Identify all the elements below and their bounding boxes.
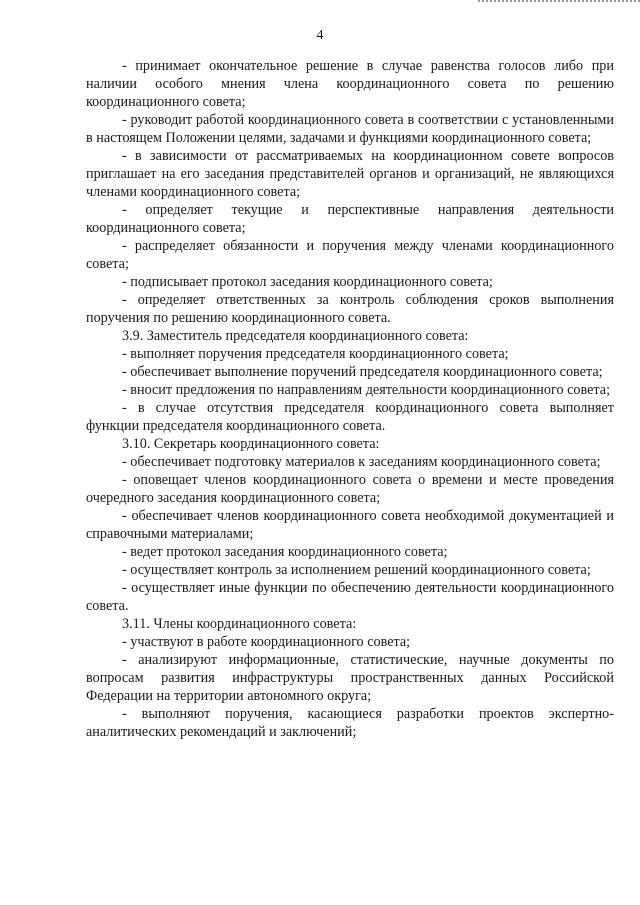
paragraph: - обеспечивает подготовку материалов к заседаниям координационного совета; xyxy=(122,454,601,470)
paragraph: - принимает окончательное решение в случае равенства голосов либо при наличии особого мнения члена координационного совета по решению координационного совета; xyxy=(86,58,614,110)
page-number: 4 xyxy=(316,28,324,43)
paragraph: - в случае отсутствия председателя координационного совета выполняет функции председателя координационного совета. xyxy=(86,400,614,434)
document-body xyxy=(86,57,614,741)
paragraph: - в зависимости от рассматриваемых на координационном совете вопросов приглашает на его заседания представителей органов и организаций, не являющихся членами координационного совета; xyxy=(86,148,614,200)
section-heading: 3.9. Заместитель председателя координационного совета: xyxy=(122,328,469,344)
top-edge-mark xyxy=(478,0,640,5)
paragraph: - осуществляет контроль за исполнением решений координационного совета; xyxy=(122,562,591,578)
paragraph: - обеспечивает выполнение поручений председателя координационного совета; xyxy=(122,364,603,380)
paragraph: - обеспечивает членов координационного совета необходимой документацией и справочными материалами; xyxy=(86,508,614,542)
paragraph: - определяет текущие и перспективные направления деятельности координационного совета; xyxy=(86,202,614,236)
paragraph: - распределяет обязанности и поручения между членами координационного совета; xyxy=(86,238,614,272)
paragraph: - выполняют поручения, касающиеся разработки проектов экспертно-аналитических рекомендаций и заключений; xyxy=(86,706,614,740)
paragraph: - вносит предложения по направлениям деятельности координационного совета; xyxy=(122,382,611,398)
section-heading: 3.11. Члены координационного совета: xyxy=(122,616,357,632)
paragraph: - определяет ответственных за контроль соблюдения сроков выполнения поручения по решению координационного совета. xyxy=(86,292,614,326)
paragraph: - осуществляет иные функции по обеспечению деятельности координационного совета. xyxy=(86,580,614,614)
paragraph: - выполняет поручения председателя координационного совета; xyxy=(122,346,509,362)
paragraph: - ведет протокол заседания координационного совета; xyxy=(122,544,448,560)
paragraph: - подписывает протокол заседания координационного совета; xyxy=(122,274,493,290)
paragraph: - руководит работой координационного совета в соответствии с установленными в настоящем Положении целями, задачами и функциями координационного совета; xyxy=(86,112,614,146)
paragraph: - анализируют информационные, статистические, научные документы по вопросам развития инфраструктуры пространственных данных Российской Федерации на территории автономного округа; xyxy=(86,652,614,704)
section-heading: 3.10. Секретарь координационного совета: xyxy=(122,436,380,452)
paragraph: - участвуют в работе координационного совета; xyxy=(122,634,411,650)
paragraph: - оповещает членов координационного совета о времени и месте проведения очередного заседания координационного совета; xyxy=(86,472,614,506)
